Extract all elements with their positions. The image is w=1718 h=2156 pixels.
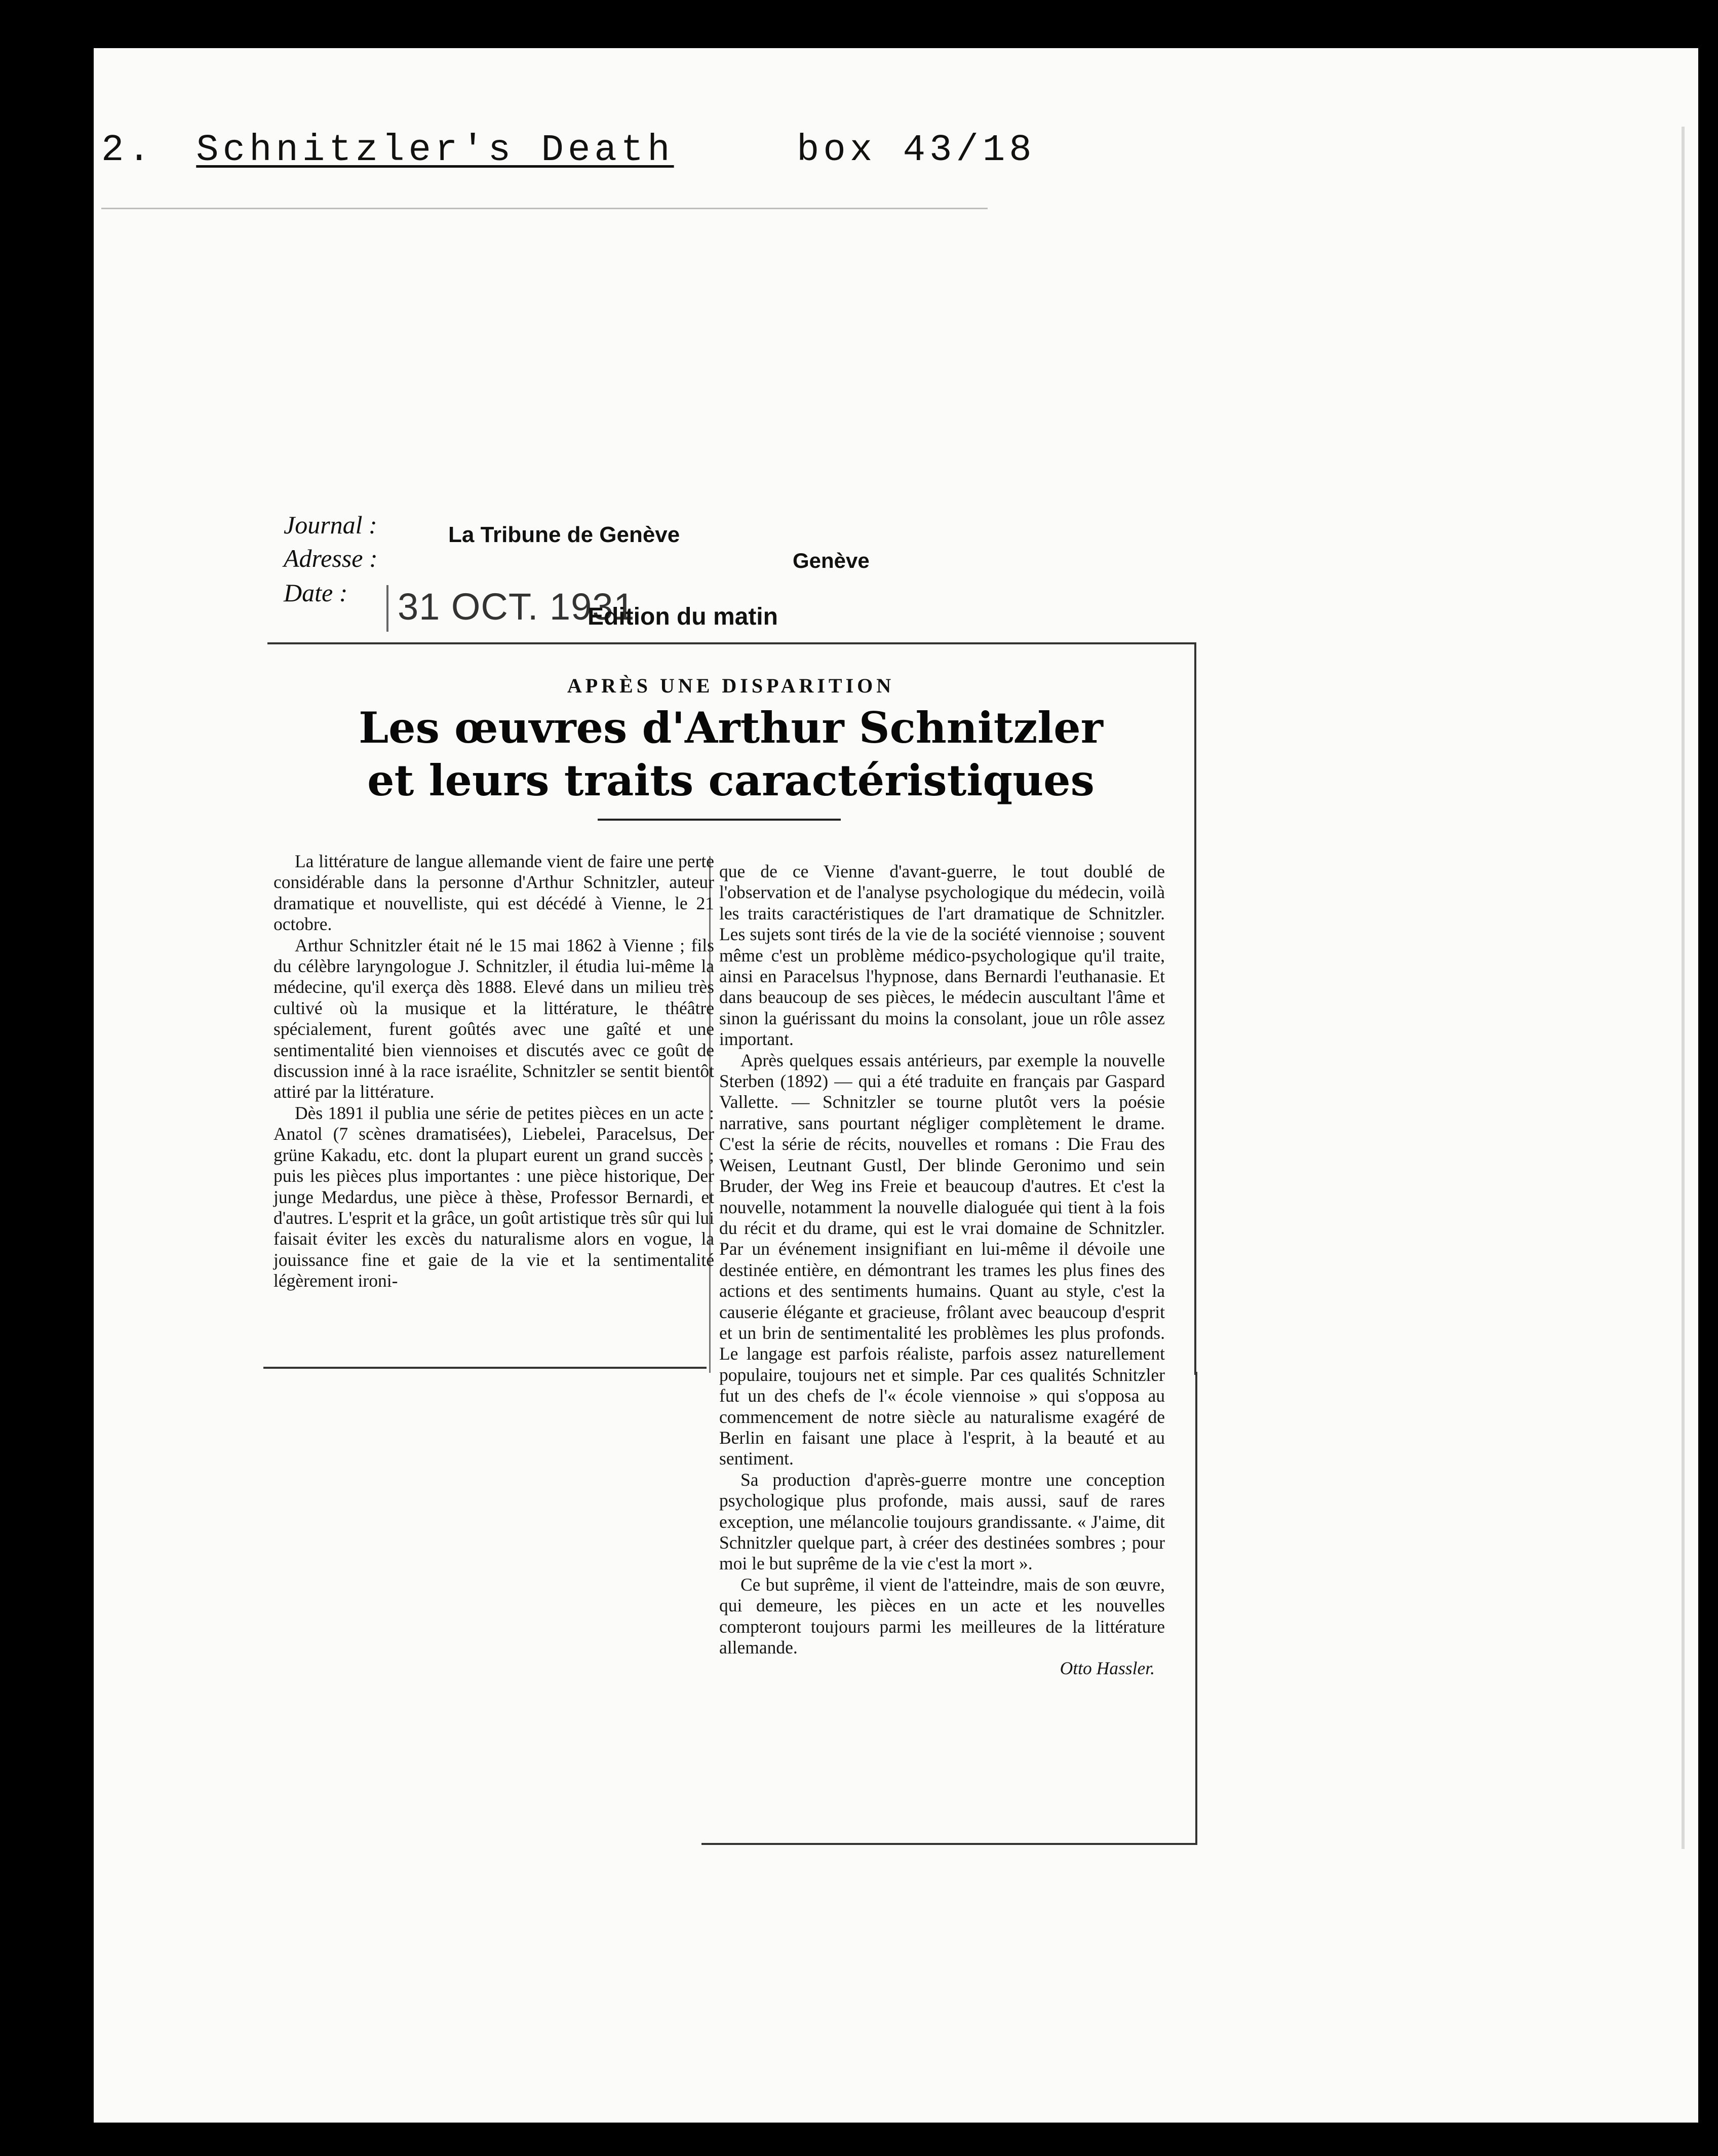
article-column-right xyxy=(719,861,1165,1824)
stamp-edge xyxy=(386,585,388,632)
headline-line-2: et leurs traits caractéristiques xyxy=(367,755,1095,805)
paragraph: Arthur Schnitzler était né le 15 mai 1862 à Vienne ; fils du célèbre laryngologue J. Schnitzler, il étudia lui-même la médecine, qu'il exerça dès 1888. Elevé dans un milieu très cultivé où la musique et la littérature, le théâtre spécialement, furent goûtés avec une gaîté et une sentimentalité bien viennoises et discutés avec ce goût de discussion inné à la race israélite, Schnitzler se sentit bientôt attiré par la littérature. xyxy=(274,935,714,1102)
author-signature: Otto Hassler. xyxy=(1060,1658,1155,1679)
address-value: Genève xyxy=(793,549,870,572)
article-headline xyxy=(267,702,1194,807)
address-label: Adresse : xyxy=(284,544,378,572)
edition-label: Edition du matin xyxy=(588,603,778,630)
box-reference: box 43/18 xyxy=(797,129,1036,172)
headline-line-1: Les œuvres d'Arthur Schnitzler xyxy=(359,703,1103,753)
date-stamp: 31 OCT. 1931 xyxy=(398,586,635,628)
headline-rule xyxy=(598,819,841,821)
folder-number: 2. xyxy=(101,129,154,172)
article-rubric: APRÈS UNE DISPARITION xyxy=(567,674,895,697)
column-end-rule xyxy=(263,1367,707,1369)
folder-subject: Schnitzler's Death xyxy=(196,129,674,172)
paragraph: La littérature de langue allemande vient de faire une perte considérable dans la personne d'Arthur Schnitzler, auteur dramatique et nouvelliste, qui est décédé à Vienne, le 21 octobre. xyxy=(274,851,714,935)
paragraph: Dès 1891 il publia une série de petites pièces en un acte : Anatol (7 scènes dramatisées), Liebelei, Paracelsus, Der grüne Kakadu, etc. dont la plupart eurent un grand succès ; puis les pièces plus importantes : une pièce historique, Der junge Medardus, une pièce à thèse, Professor Bernardi, et d'autres. L'esprit et la grâce, un goût artistique très sûr qui lui faisait éviter les excès du naturalisme alors en vogue, la jouissance fine et gaie de la vie et la sentimentalité légèrement ironi- xyxy=(274,1102,714,1291)
paragraph: Sa production d'après-guerre montre une conception psychologique plus profonde, mais aussi, sauf de rares exception, une mélancolie toujours grandissante. « J'aime, dit Schnitzler quelque part, à créer des destinées sombres ; pour moi le but suprême de la vie c'est la mort ». xyxy=(719,1469,1165,1574)
journal-label: Journal : xyxy=(284,511,377,539)
article-column-left xyxy=(274,851,714,1358)
journal-value: La Tribune de Genève xyxy=(448,522,680,547)
paragraph: Après quelques essais antérieurs, par exemple la nouvelle Sterben (1892) — qui a été traduite en français par Gaspard Vallette. — Schnitzler se tourne plutôt vers la poésie narrative, sans pourtant négliger complètement le drame. C'est la série de récits, nouvelles et romans : Die Frau des Weisen, Leutnant Gustl, Der blinde Geronimo und sein Bruder, der Weg ins Freie et beaucoup d'autres. Et c'est la nouvelle, notamment la nouvelle dialoguée qui tient à la fois du récit et du drame, qui est le vrai domaine de Schnitzler. Par un événement insignifiant en lui-même il dévoile une destinée entière, en démontrant les trames les plus fines des actions et des sentiments humains. Quant au style, c'est la causerie élégante et gracieuse, frôlant avec beaucoup d'esprit et un brin de sentimentalité les problèmes les plus profonds. Le langage est parfois réaliste, parfois assez naturellement populaire, toujours net et simple. Par ces qualités Schnitzler fut un des chefs de l'« école viennoise » qui s'opposa au commencement de notre siècle au naturalisme exagéré de Berlin en faisant une place à l'esprit, à la beauté et au sentiment. xyxy=(719,1050,1165,1469)
archive-header xyxy=(101,129,1036,172)
scan-edge-shadow xyxy=(1682,127,1685,1849)
paragraph: Ce but suprême, il vient de l'atteindre, mais de son œuvre, qui demeure, les pièces en un acte et les nouvelles compteront toujours parmi les meilleures de la littérature allemande. xyxy=(719,1574,1165,1658)
date-label: Date : xyxy=(284,579,348,607)
header-divider xyxy=(101,208,988,209)
clipping-service-slip xyxy=(281,504,884,651)
paragraph: que de ce Vienne d'avant-guerre, le tout doublé de l'observation et de l'analyse psychologique du médecin, voilà les traits caractéristiques de l'art dramatique de Schnitzler. Les sujets sont tirés de la vie de la société viennoise ; souvent même c'est un problème médico-psychologique qu'il traite, ainsi en Paracelsus l'hypnose, dans Bernardi l'euthanasie. Et dans beaucoup de ses pièces, le médecin auscultant l'âme et sinon la guérissant du moins la consolant, joue un rôle assez important. xyxy=(719,861,1165,1050)
